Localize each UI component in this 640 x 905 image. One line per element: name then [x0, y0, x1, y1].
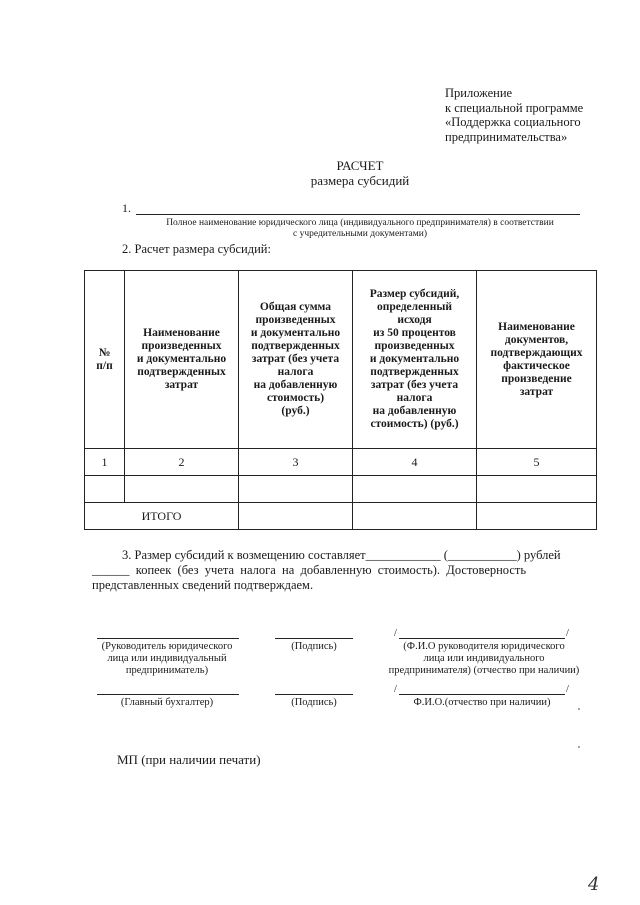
subsidy-calculation-table	[84, 270, 597, 530]
table-cell[interactable]	[353, 476, 477, 503]
column-number-cell: 4	[353, 449, 477, 476]
accountant-name-caption: Ф.И.О.(отчество при наличии)	[413, 697, 551, 708]
page-number: 4	[588, 874, 600, 895]
head-signature-caption: (Подпись)	[291, 641, 337, 652]
head-name-caption: (Ф.И.О руководителя юридического лица или индивидуального предпринимателя) (отчество при наличии)	[388, 641, 580, 676]
appendix-line-3: «Поддержка социального	[445, 115, 581, 129]
item-1-fill-line[interactable]	[136, 214, 580, 215]
column-number-cell: 2	[125, 449, 239, 476]
appendix-line-4: предпринимательства»	[445, 129, 568, 144]
accountant-role-caption: (Главный бухгалтер)	[120, 697, 214, 708]
table-header-cell: № п/п	[85, 271, 125, 449]
table-cell[interactable]	[239, 476, 353, 503]
item-1-caption-line-2: с учредительными документами)	[292, 229, 427, 239]
accountant-signature-line[interactable]	[275, 694, 353, 695]
scan-speck	[578, 746, 580, 748]
accountant-name-slash-left: /	[394, 684, 397, 695]
head-name-slash-right: /	[566, 628, 569, 639]
table-header-row	[85, 271, 597, 449]
accountant-name-line[interactable]	[399, 694, 565, 695]
column-number-cell: 5	[477, 449, 597, 476]
table-header-cell: Наименование произведенных и документально подтвержденных затрат	[125, 271, 239, 449]
item-3-line-2: ______ копеек (без учета налога на добавленную стоимость). Достоверность	[92, 563, 527, 577]
item-1-number: 1.	[122, 201, 131, 215]
item-1-caption	[130, 218, 590, 240]
appendix-note	[445, 86, 625, 144]
appendix-line-2: к специальной программе	[445, 100, 584, 115]
column-number-cell: 3	[239, 449, 353, 476]
table-cell[interactable]	[125, 476, 239, 503]
item-2-heading: 2. Расчет размера субсидий:	[122, 242, 271, 256]
column-number-cell: 1	[85, 449, 125, 476]
accountant-role-line[interactable]	[97, 694, 239, 695]
item-1-caption-line-1: Полное наименование юридического лица (индивидуального предпринимателя) в соответствии	[166, 218, 554, 228]
head-role-caption: (Руководитель юридического лица или индивидуальный предприниматель)	[101, 641, 233, 676]
total-cell[interactable]	[239, 503, 353, 530]
document-title	[0, 158, 640, 188]
total-cell[interactable]	[353, 503, 477, 530]
table-header-cell: Общая сумма произведенных и документально подтвержденных затрат (без учета налога на добавленную стоимость) (руб.)	[239, 271, 353, 449]
scan-speck	[578, 708, 580, 710]
appendix-line-1: Приложение	[445, 86, 513, 100]
table-column-number-row	[85, 449, 597, 476]
head-signature-line[interactable]	[275, 638, 353, 639]
title-main: РАСЧЕТ	[336, 158, 384, 173]
accountant-name-slash-right: /	[566, 684, 569, 695]
accountant-signature-caption: (Подпись)	[291, 697, 337, 708]
total-label: ИТОГО	[85, 503, 239, 530]
item-3-line-1: 3. Размер субсидий к возмещению составляет____________ (___________) рублей	[122, 548, 561, 562]
title-sub: размера субсидий	[310, 173, 410, 188]
table-header-cell: Наименование документов, подтверждающих фактическое произведение затрат	[477, 271, 597, 449]
table-header-cell: Размер субсидий, определенный исходя из 50 процентов произведенных и документально подтвержденных затрат (без учета налога на добавленную стоимость) (руб.)	[353, 271, 477, 449]
head-name-line[interactable]	[399, 638, 565, 639]
table-cell[interactable]	[85, 476, 125, 503]
table-total-row	[85, 503, 597, 530]
stamp-place: МП (при наличии печати)	[117, 752, 261, 767]
head-name-slash-left: /	[394, 628, 397, 639]
item-3-line-3: представленных сведений подтверждаем.	[92, 578, 314, 592]
table-row	[85, 476, 597, 503]
total-cell[interactable]	[477, 503, 597, 530]
table-cell[interactable]	[477, 476, 597, 503]
head-role-line[interactable]	[97, 638, 239, 639]
